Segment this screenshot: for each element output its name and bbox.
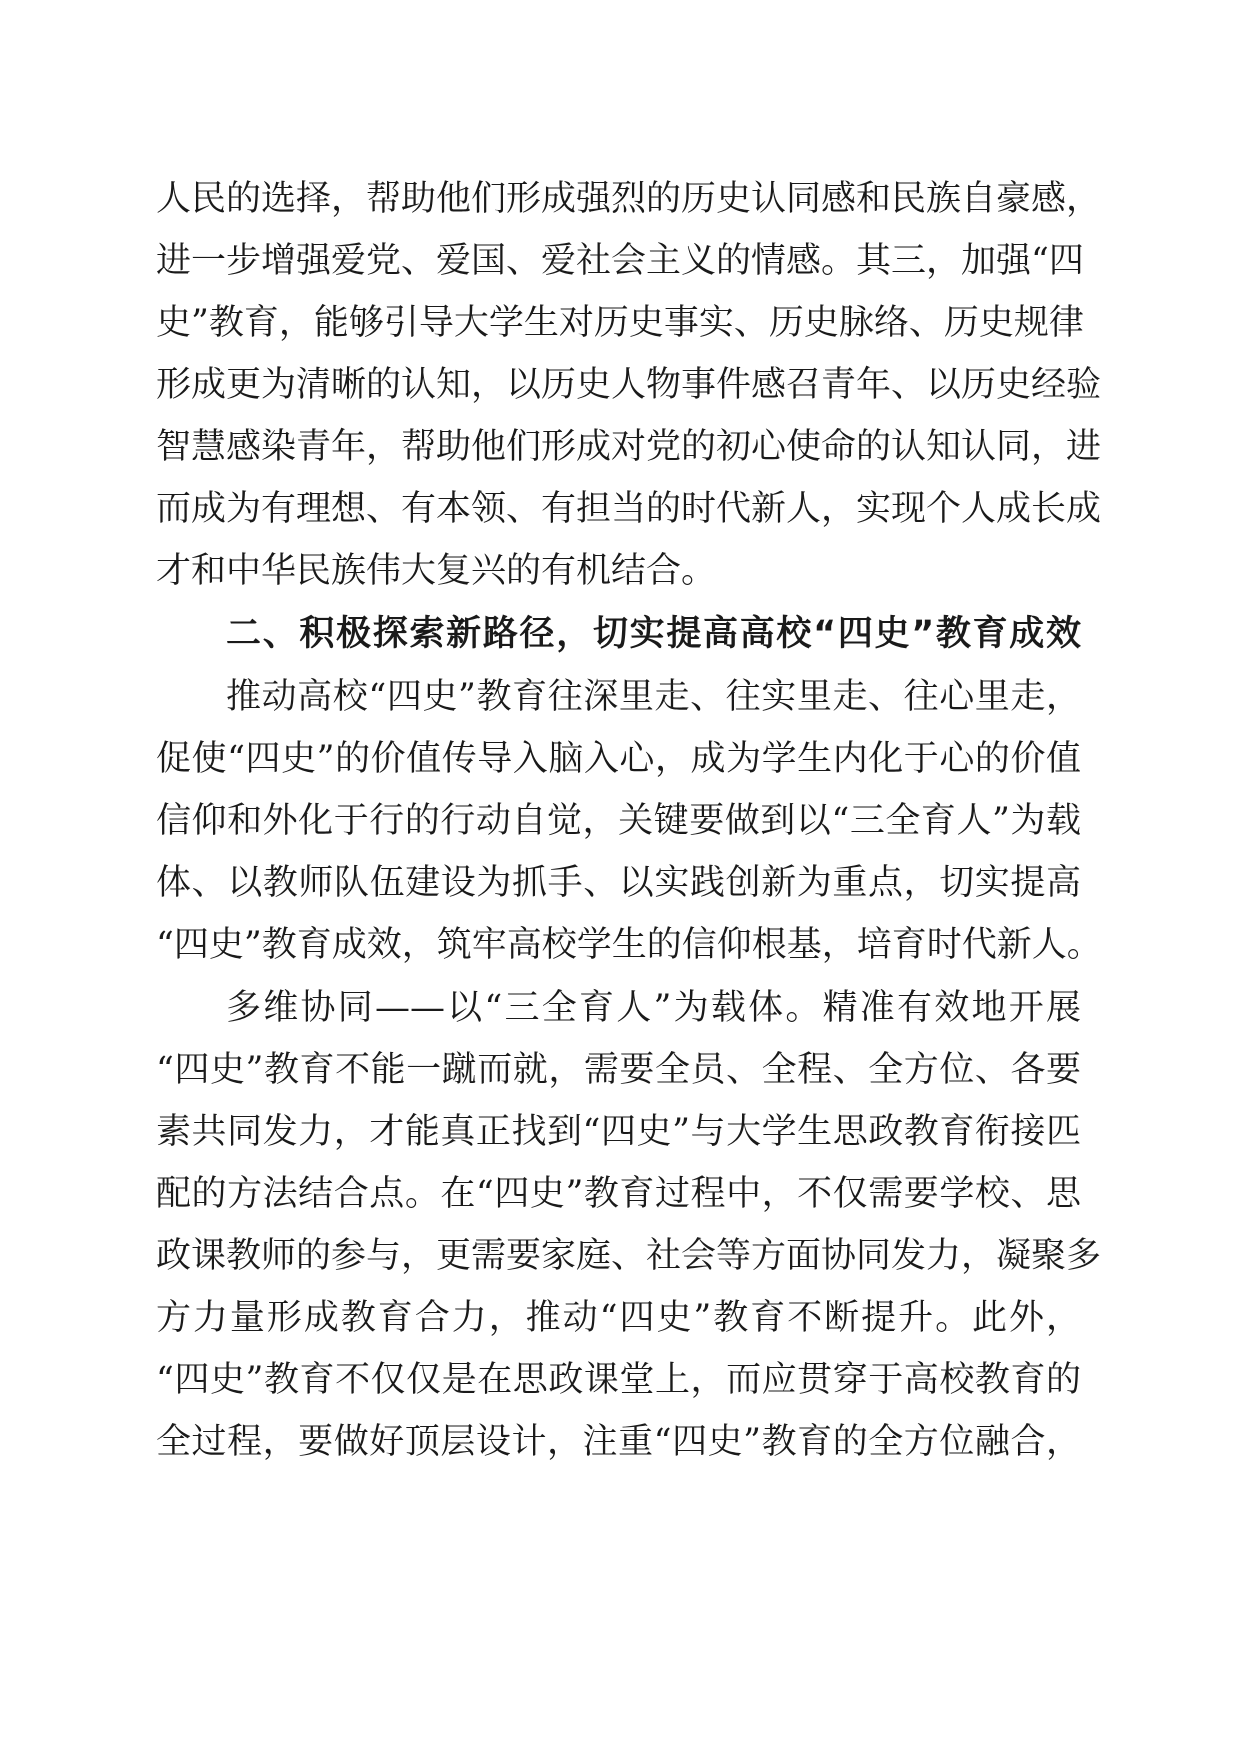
- paragraph-line: 推动高校“四史”教育往深里走、往实里走、往心里走，: [226, 677, 1081, 717]
- paragraph-line: 体、以教师队伍建设为抓手、以实践创新为重点，切实提高: [156, 863, 1081, 903]
- paragraph-line: 配的方法结合点。在“四史”教育过程中，不仅需要学校、思: [156, 1174, 1081, 1214]
- paragraph-line: “四史”教育成效，筑牢高校学生的信仰根基，培育时代新人。: [156, 925, 1102, 965]
- paragraph-line: 全过程，要做好顶层设计，注重“四史”教育的全方位融合，: [156, 1422, 1081, 1462]
- paragraph-line: 素共同发力，才能真正找到“四史”与大学生思政教育衔接匹: [156, 1112, 1081, 1152]
- paragraph-line: 而成为有理想、有本领、有担当的时代新人，实现个人成长成: [156, 489, 1102, 529]
- paragraph-line: 促使“四史”的价值传导入脑入心，成为学生内化于心的价值: [156, 739, 1081, 779]
- paragraph-line: 政课教师的参与，更需要家庭、社会等方面协同发力，凝聚多: [156, 1236, 1102, 1276]
- paragraph-line: 形成更为清晰的认知，以历史人物事件感召青年、以历史经验: [156, 365, 1102, 405]
- paragraph-line: 进一步增强爱党、爱国、爱社会主义的情感。其三，加强“四: [156, 241, 1084, 281]
- paragraph-line: 智慧感染青年，帮助他们形成对党的初心使命的认知认同，进: [156, 427, 1102, 467]
- paragraph-line: 人民的选择，帮助他们形成强烈的历史认同感和民族自豪感，: [156, 179, 1102, 219]
- paragraph-line: 多维协同——以“三全育人”为载体。精准有效地开展: [226, 988, 1081, 1028]
- paragraph-line: “四史”教育不仅仅是在思政课堂上，而应贯穿于高校教育的: [156, 1360, 1081, 1400]
- paragraph-line: 史”教育，能够引导大学生对历史事实、历史脉络、历史规律: [156, 303, 1084, 343]
- paragraph-line: “四史”教育不能一蹴而就，需要全员、全程、全方位、各要: [156, 1050, 1081, 1090]
- paragraph-line: 信仰和外化于行的行动自觉，关键要做到以“三全育人”为载: [156, 801, 1081, 841]
- section-heading: 二、积极探索新路径，切实提高高校“四史”教育成效: [226, 614, 1081, 654]
- paragraph-line: 才和中华民族伟大复兴的有机结合。: [156, 551, 717, 591]
- paragraph-line: 方力量形成教育合力，推动“四史”教育不断提升。此外，: [156, 1298, 1081, 1338]
